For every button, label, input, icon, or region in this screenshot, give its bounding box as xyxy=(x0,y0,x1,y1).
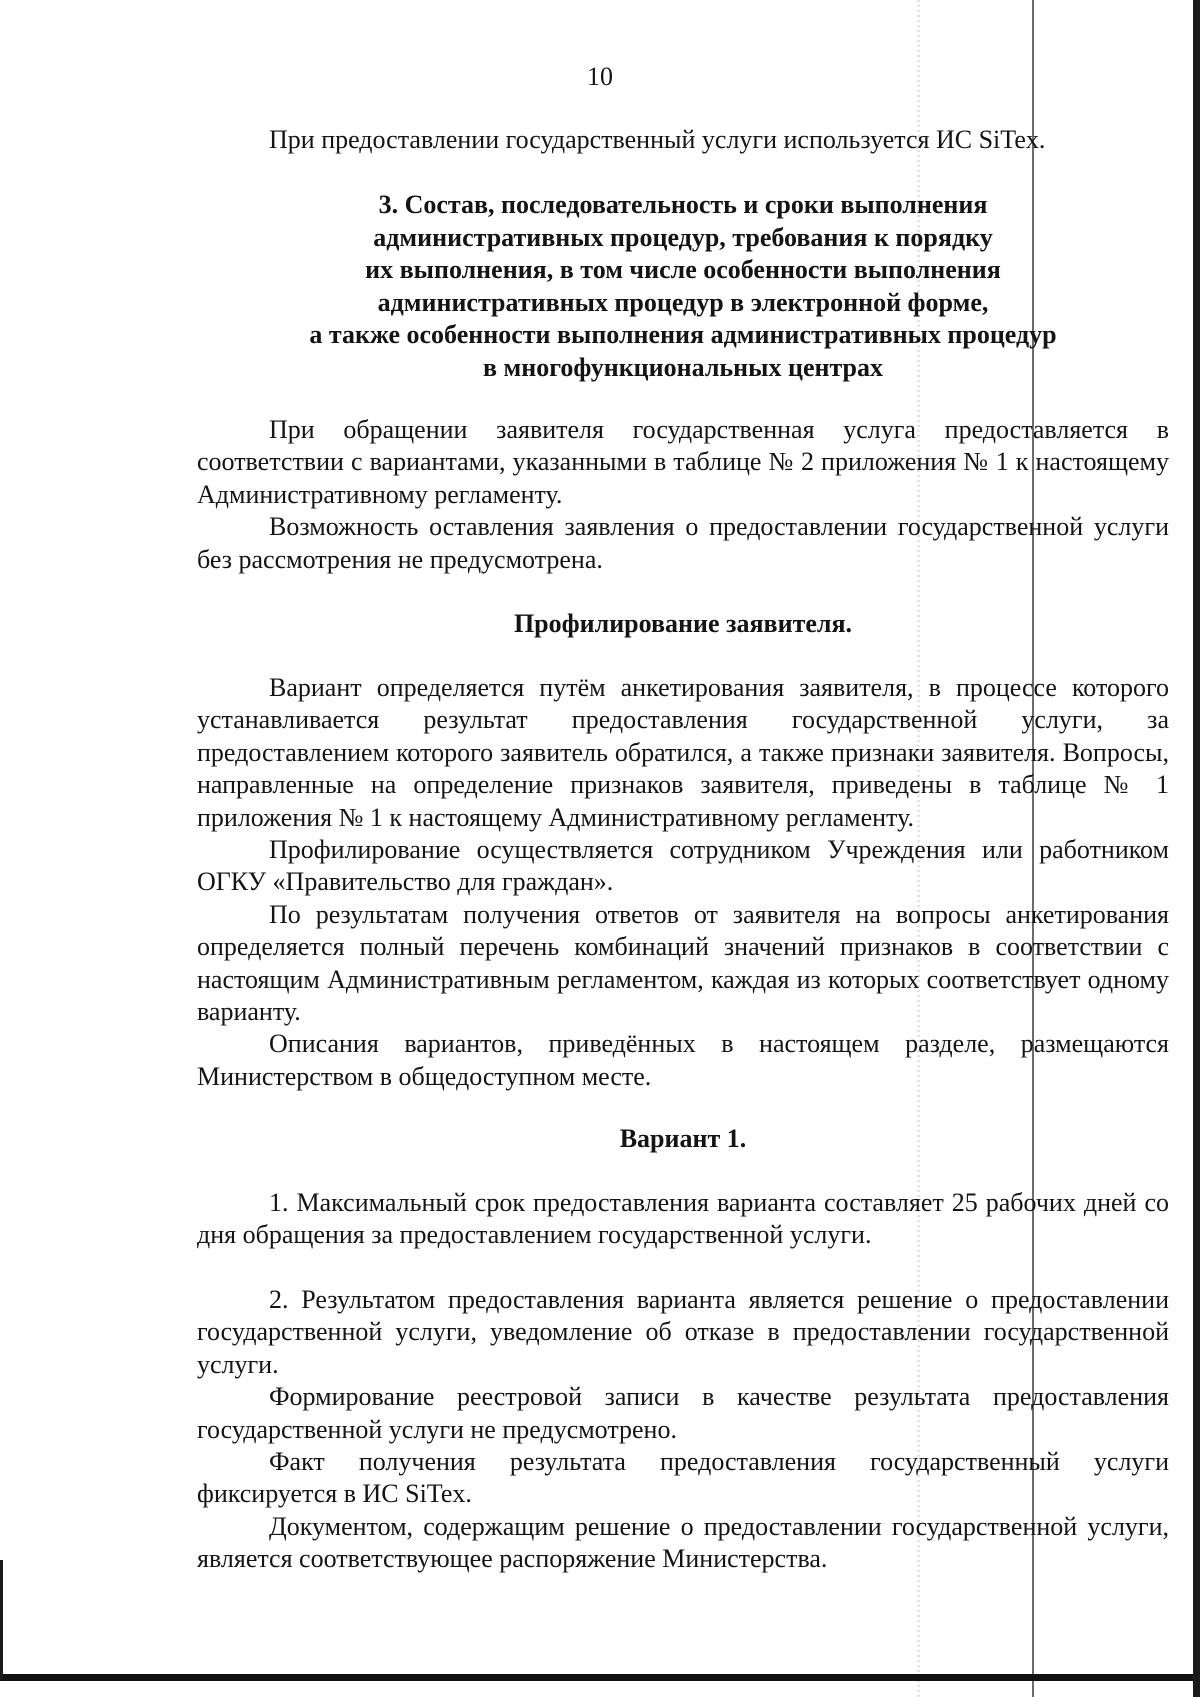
variant-item-2 xyxy=(197,1284,1169,1576)
body-paragraph: Факт получения результата предоставления государственный услуги фиксируется в ИС SiTex. xyxy=(197,1447,1169,1509)
section-heading-line: административных процедур, требования к порядку xyxy=(373,222,993,252)
section-body xyxy=(197,414,1169,576)
page-number: 10 xyxy=(587,62,613,91)
scan-border-right xyxy=(1193,0,1200,1697)
body-paragraph: Документом, содержащим решение о предоставлении государственной услуги, является соответствующее распоряжение Министерства. xyxy=(197,1511,1169,1574)
section-heading-line: их выполнения, в том числе особенности выполнения xyxy=(365,255,1001,284)
numbered-paragraph: 1. Максимальный срок предоставления варианта составляет 25 рабочих дней со дня обращения за предоставлением государственной услуги. xyxy=(197,1188,1169,1250)
profiling-heading-block xyxy=(197,608,1169,641)
intro-paragraph: При предоставлении государственный услуги используется ИС SiTex. xyxy=(269,125,1046,154)
intro-block xyxy=(197,124,1169,156)
variant-heading-block xyxy=(197,1123,1169,1156)
body-paragraph: Возможность оставления заявления о предоставлении государственной услуги без рассмотрения не предусмотрена. xyxy=(197,512,1169,574)
profiling-body xyxy=(197,672,1169,1093)
body-paragraph: При обращении заявителя государственная услуга предоставляется в соответствии с вариантами, указанными в таблице № 2 приложения № 1 к настоящему Административному регламенту. xyxy=(197,415,1169,509)
profiling-heading: Профилирование заявителя. xyxy=(513,609,853,638)
body-paragraph: Описания вариантов, приведённых в настоящем разделе, размещаются Министерством в общедоступном месте. xyxy=(197,1029,1169,1091)
variant-item-1 xyxy=(197,1187,1169,1252)
scan-border-bottom xyxy=(0,1674,1200,1681)
scan-border-left xyxy=(0,1560,3,1680)
section-heading-line: в многофункциональных центрах xyxy=(482,352,884,382)
body-paragraph: Вариант определяется путём анкетирования заявителя, в процессе которого устанавливается результат предоставления государственной услуги, за предоставлением которого заявитель обратился, а также признаки заявителя. Вопросы, направленные на определение признаков заявителя, приведены в таблице № 1 приложения № 1 к настоящему Административному регламенту. xyxy=(197,673,1169,832)
numbered-paragraph: 2. Результатом предоставления варианта является решение о предоставлении государственной услуги, уведомление об отказе в предоставлении государственной услуги. xyxy=(197,1285,1169,1379)
variant-heading: Вариант 1. xyxy=(619,1124,747,1153)
body-paragraph: По результатам получения ответов от заявителя на вопросы анкетирования определяется полный перечень комбинаций значений признаков в соответствии с настоящим Административным регламентом, каждая из которых соответствует одному варианту. xyxy=(197,899,1169,1027)
body-paragraph: Профилирование осуществляется сотрудником Учреждения или работником ОГКУ «Правительство для граждан». xyxy=(197,835,1169,897)
section-heading-line: административных процедур в электронной форме, xyxy=(377,287,989,317)
section-heading xyxy=(197,189,1169,384)
section-heading-line: а также особенности выполнения административных процедур xyxy=(309,320,1057,349)
section-heading-line: 3. Состав, последовательность и сроки выполнения xyxy=(378,190,988,219)
body-paragraph: Формирование реестровой записи в качестве результата предоставления государственной услуги не предусмотрено. xyxy=(197,1382,1169,1444)
